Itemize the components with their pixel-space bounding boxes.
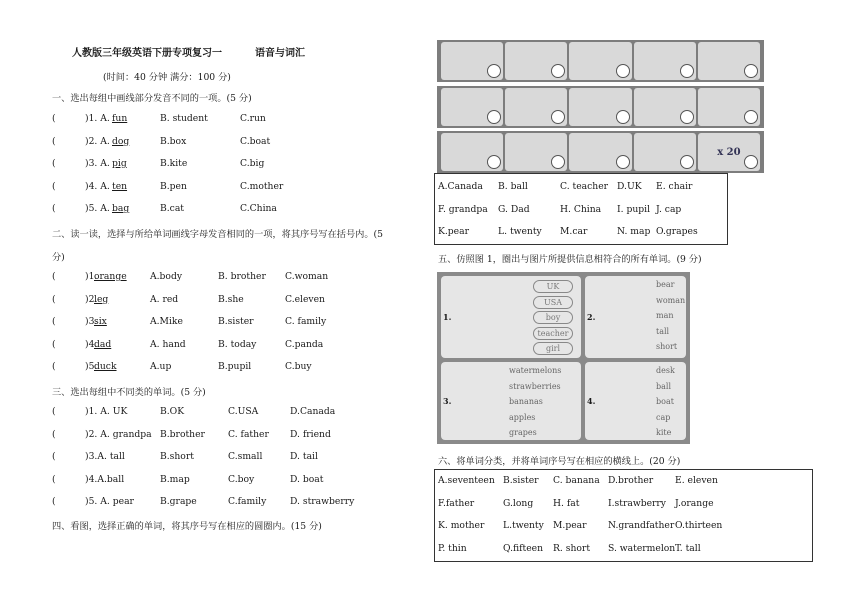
section1-heading: 一、选出每组中画线部分发音不同的一项。(5 分) [52, 93, 252, 104]
option-c: C.family [228, 496, 267, 507]
question-number: )5. A. [85, 203, 110, 214]
worksheet-title: 人教版三年级英语下册专项复习一 [72, 48, 222, 59]
section4-options-box [434, 173, 728, 245]
question-option-a: )5. A. pear [85, 496, 134, 507]
option-word: D.UK [617, 181, 642, 192]
question-number: )4. A. [85, 180, 110, 192]
question-number: )3. A. [85, 158, 110, 169]
question-number: )3. [85, 316, 98, 327]
word-option: bear [656, 280, 675, 289]
word-option: tall [656, 326, 670, 336]
section6-words-box [434, 469, 813, 562]
answer-circle[interactable] [616, 155, 630, 169]
word-option: watermelons [509, 366, 562, 375]
answer-paren[interactable]: ( [52, 135, 56, 147]
option-b: B.box [160, 135, 187, 147]
answer-paren[interactable]: ( [52, 338, 56, 350]
section5-heading: 五、仿照图 1，圈出与图片所提供信息相符合的所有单词。(9 分) [438, 254, 702, 265]
answer-circle[interactable] [744, 155, 758, 169]
answer-paren[interactable]: ( [52, 271, 56, 282]
question-option-a: )4.A.ball [85, 473, 125, 485]
option-b: B.she [218, 293, 244, 305]
word-option: USA [533, 296, 573, 309]
word-option: UK [533, 280, 573, 293]
option-word: J. cap [656, 203, 682, 215]
category-word: E. eleven [675, 475, 718, 486]
answer-paren[interactable]: ( [52, 316, 56, 327]
word-option: girl [533, 342, 573, 355]
category-word: J.orange [675, 497, 714, 509]
category-word: B.sister [503, 475, 539, 486]
category-word: P. thin [438, 542, 467, 554]
car-picture [698, 88, 760, 126]
section5-panel-3 [441, 362, 581, 440]
option-c: C.USA [228, 406, 259, 417]
option-d: D. boat [290, 473, 324, 485]
answer-circle[interactable] [680, 155, 694, 169]
option-c: C. family [285, 316, 327, 327]
word-option: boat [656, 397, 674, 406]
grandpa-picture [634, 133, 696, 171]
question-number: )2. [85, 293, 98, 305]
category-word: H. fat [553, 497, 580, 509]
category-word: G.long [503, 497, 534, 509]
option-word: M.car [560, 226, 588, 237]
section5-panel-2 [585, 276, 686, 358]
word-option: strawberries [509, 381, 561, 391]
option-c: C. father [228, 428, 269, 440]
option-a: ten [112, 180, 128, 192]
category-word: S. watermelon [608, 542, 676, 554]
option-word: H. China [560, 203, 602, 215]
option-b: B.OK [160, 406, 185, 417]
section3-heading: 三、选出每组中不同类的单词。(5 分) [52, 387, 206, 398]
teacher-picture [698, 42, 760, 80]
category-word: D.brother [608, 475, 654, 486]
option-c: C.run [240, 113, 266, 124]
map-picture [441, 42, 503, 80]
option-b: B.map [160, 473, 190, 485]
category-word: T. tall [675, 542, 701, 554]
option-c: C.big [240, 158, 265, 169]
answer-circle[interactable] [616, 64, 630, 78]
option-word: L. twenty [498, 226, 542, 237]
option-c: C.mother [240, 180, 284, 192]
answer-paren[interactable]: ( [52, 113, 56, 124]
option-word: F. grandpa [438, 203, 488, 215]
option-b: B.cat [160, 203, 184, 214]
target-word: six [94, 316, 107, 327]
worksheet-subtitle: 语音与词汇 [255, 48, 305, 59]
option-word: K.pear [438, 226, 469, 237]
picture-row-1 [437, 40, 764, 82]
word-option: grapes [509, 428, 537, 437]
option-b: B.kite [160, 158, 188, 169]
category-word: I.strawberry [608, 497, 666, 509]
word-option: cap [656, 412, 671, 422]
option-d: D. friend [290, 428, 331, 440]
picture-row-3 [437, 131, 764, 173]
section5-panel-1 [441, 276, 581, 358]
option-a: fun [112, 113, 128, 124]
category-word: R. short [553, 542, 591, 554]
category-word: K. mother [438, 520, 485, 531]
twenty-label: x 20 [717, 146, 741, 158]
boy-picture [505, 88, 567, 126]
category-word: F.father [438, 497, 475, 509]
question-number: )2. A. [85, 135, 110, 147]
option-word: I. pupil [617, 203, 651, 215]
option-a: A. hand [150, 338, 186, 350]
option-c: C.boy [228, 473, 255, 485]
option-c: C.buy [285, 361, 312, 372]
option-word: A.Canada [438, 181, 483, 192]
word-option: teacher [533, 327, 573, 340]
section6-heading: 六、将单词分类，并将单词序号写在相应的横线上。(20 分) [438, 456, 681, 467]
panel-number: 4. [587, 396, 596, 406]
option-c: C.panda [285, 338, 324, 350]
word-option: woman [656, 295, 686, 305]
option-b: B.short [160, 451, 194, 462]
question-number: )4. [85, 338, 98, 350]
section4-heading: 四、看图，选择正确的单词，将其序号写在相应的圆圈内。(15 分) [52, 521, 322, 532]
section5-panel-4 [585, 362, 686, 440]
category-word: M.pear [553, 520, 587, 531]
option-a: A. red [150, 293, 179, 305]
option-c: C.small [228, 451, 263, 462]
section5-picture [437, 272, 690, 444]
option-d: D. strawberry [290, 496, 355, 507]
uk-flag-picture [634, 88, 696, 126]
answer-circle[interactable] [551, 64, 565, 78]
category-word: O.thirteen [675, 520, 723, 531]
answer-circle[interactable] [744, 64, 758, 78]
pear-picture [569, 133, 631, 171]
section2-heading: 二、读一读，选择与所给单词画线字母发音相同的一项，将其序号写在括号内。(5 [52, 229, 383, 240]
question-option-a: )3.A. tall [85, 451, 125, 462]
word-option: apples [509, 412, 536, 422]
answer-paren[interactable]: ( [52, 496, 56, 507]
target-word: dad [94, 338, 112, 350]
option-c: C.eleven [285, 293, 325, 305]
answer-paren[interactable]: ( [52, 180, 56, 192]
option-word: C. teacher [560, 181, 609, 192]
answer-circle[interactable] [551, 110, 565, 124]
option-a: A.body [150, 271, 183, 282]
twenty-picture [698, 133, 760, 171]
answer-paren[interactable]: ( [52, 203, 56, 214]
option-c: C.boat [240, 135, 271, 147]
option-word: G. Dad [498, 203, 530, 215]
answer-circle[interactable] [616, 110, 630, 124]
option-b: B.pen [160, 180, 187, 192]
word-option: short [656, 342, 678, 351]
category-word: N.grandfather [608, 520, 675, 531]
question-option-a: )2. A. grandpa [85, 428, 152, 440]
answer-paren[interactable]: ( [52, 406, 56, 417]
option-b: B.brother [160, 428, 205, 440]
answer-paren[interactable]: ( [52, 451, 56, 462]
time-info: (时间：40 分钟 满分：100 分) [103, 72, 231, 83]
option-c: C.woman [285, 271, 329, 282]
answer-paren[interactable]: ( [52, 361, 56, 372]
section2-heading-cont: 分) [52, 252, 65, 263]
word-option: man [656, 311, 674, 320]
grapes-picture [634, 42, 696, 80]
chair-picture [505, 133, 567, 171]
option-a: A.Mike [150, 316, 183, 327]
option-word: N. map [617, 226, 651, 237]
option-d: D. tail [290, 451, 318, 462]
category-word: A.seventeen [438, 475, 495, 486]
picture-row-2 [437, 86, 764, 128]
question-number: )5. [85, 361, 98, 372]
category-word: L.twenty [503, 520, 544, 531]
word-option: desk [656, 366, 675, 375]
word-option: kite [656, 428, 672, 437]
panel-number: 3. [443, 396, 452, 406]
answer-paren[interactable]: ( [52, 428, 56, 440]
answer-circle[interactable] [680, 110, 694, 124]
option-a: A.up [150, 361, 172, 372]
option-b: B. student [160, 113, 208, 124]
answer-circle[interactable] [680, 64, 694, 78]
question-number: )1. [85, 271, 98, 282]
option-word: B. ball [498, 181, 528, 192]
word-option: boy [533, 311, 573, 324]
word-option: bananas [509, 397, 543, 406]
question-number: )1. A. [85, 113, 110, 124]
target-word: orange [94, 271, 127, 282]
answer-circle[interactable] [744, 110, 758, 124]
option-b: B.grape [160, 496, 197, 507]
option-b: B. today [218, 338, 257, 350]
question-option-a: )1. A. UK [85, 406, 128, 417]
boy-picture [505, 42, 567, 80]
category-word: C. banana [553, 475, 600, 486]
option-word: E. chair [656, 181, 693, 192]
word-option: ball [656, 381, 672, 391]
answer-circle[interactable] [551, 155, 565, 169]
option-a: dog [112, 135, 130, 147]
answer-circle[interactable] [487, 110, 501, 124]
option-b: B. brother [218, 271, 266, 282]
answer-paren[interactable]: ( [52, 293, 56, 305]
option-word: O.grapes [656, 226, 698, 237]
panel-number: 2. [587, 312, 596, 322]
answer-paren[interactable]: ( [52, 473, 56, 485]
cap-picture [569, 42, 631, 80]
panel-number: 1. [443, 312, 452, 322]
answer-circle[interactable] [487, 64, 501, 78]
option-b: B.pupil [218, 361, 252, 372]
target-word: leg [94, 293, 109, 305]
answer-circle[interactable] [487, 155, 501, 169]
target-word: duck [94, 361, 117, 372]
answer-paren[interactable]: ( [52, 158, 56, 169]
option-b: B.sister [218, 316, 254, 327]
ball-picture [441, 133, 503, 171]
option-a: bag [112, 203, 130, 214]
man-picture [569, 88, 631, 126]
canada-flag-picture [441, 88, 503, 126]
option-d: D.Canada [290, 406, 336, 417]
option-a: pig [112, 158, 127, 169]
category-word: Q.fifteen [503, 542, 544, 554]
option-c: C.China [240, 203, 277, 214]
